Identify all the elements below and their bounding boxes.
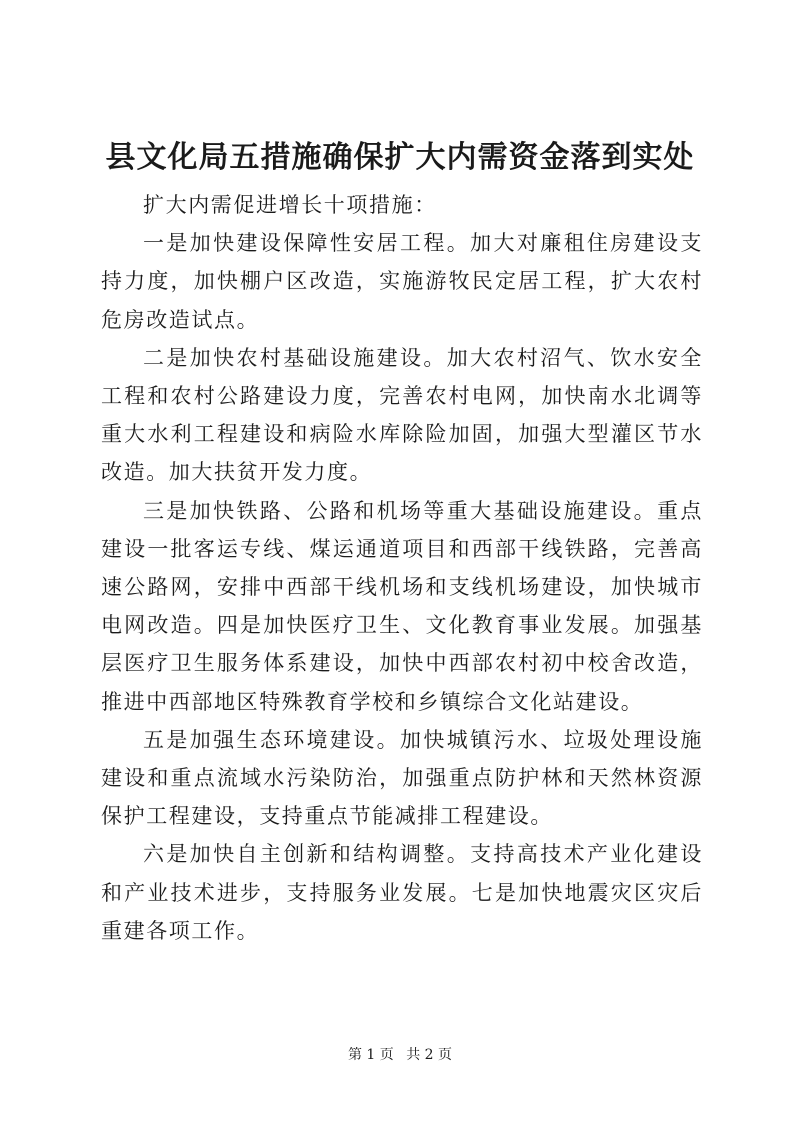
paragraph-measure-1: 一是加快建设保障性安居工程。加大对廉租住房建设支持力度，加快棚户区改造，实施游牧民定居工程，扩大农村危房改造试点。 bbox=[101, 231, 703, 332]
paragraph-measure-2: 二是加快农村基础设施建设。加大农村沼气、饮水安全工程和农村公路建设力度，完善农村电网，加快南水北调等重大水利工程建设和病险水库除险加固，加强大型灌区节水改造。加大扶贫开发力度。 bbox=[101, 345, 703, 485]
paragraph-intro: 扩大内需促进增长十项措施： bbox=[143, 193, 437, 217]
paragraph-measure-3-4: 三是加快铁路、公路和机场等重大基础设施建设。重点建设一批客运专线、煤运通道项目和西部干线铁路，完善高速公路网，安排中西部干线机场和支线机场建设，加快城市电网改造。四是加快医疗卫生、文化教育事业发展。加强基层医疗卫生服务体系建设，加快中西部农村初中校舍改造，推进中西部地区特殊教育学校和乡镇综合文化站建设。 bbox=[101, 498, 703, 714]
page-number-current: 第 1 页 bbox=[347, 1047, 394, 1063]
document-title: 县文化局五措施确保扩大内需资金落到实处 bbox=[105, 140, 695, 175]
document-body bbox=[101, 186, 703, 950]
page-number-total: 共 2 页 bbox=[406, 1047, 453, 1063]
paragraph-measure-6-7: 六是加快自主创新和结构调整。支持高技术产业化建设和产业技术进步，支持服务业发展。七是加快地震灾区灾后重建各项工作。 bbox=[101, 842, 703, 943]
page-footer bbox=[0, 1045, 800, 1065]
paragraph-measure-5: 五是加强生态环境建设。加快城镇污水、垃圾处理设施建设和重点流域水污染防治，加强重点防护林和天然林资源保护工程建设，支持重点节能减排工程建设。 bbox=[101, 727, 703, 829]
